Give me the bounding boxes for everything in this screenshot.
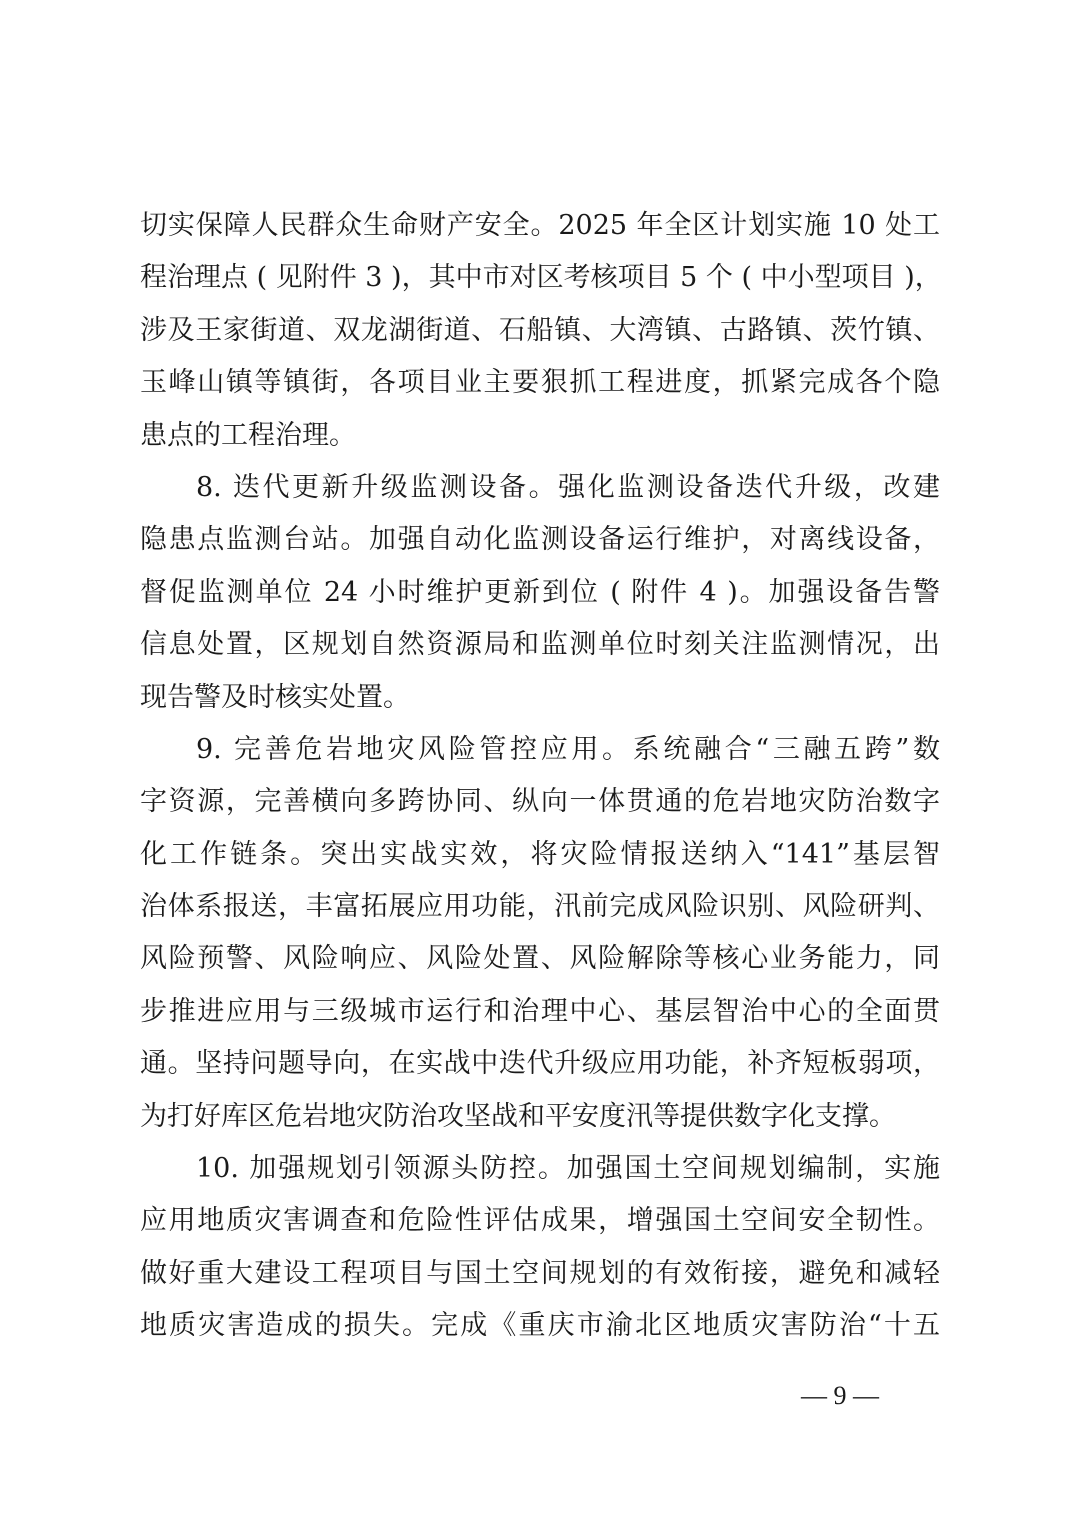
text-line: 玉峰山镇等镇街，各项目业主要狠抓工程进度，抓紧完成各个隐: [140, 367, 940, 399]
text-line: 切实保障人民群众生命财产安全。2025 年全区计划实施 10 处工: [140, 210, 940, 241]
text-line: 治体系报送，丰富拓展应用功能，汛前完成风险识别、风险研判、: [140, 891, 940, 923]
text-line: 程治理点 ( 见附件 3 )，其中市对区考核项目 5 个 ( 中小型项目 )，: [140, 262, 942, 294]
text-line: 信息处置，区规划自然资源局和监测单位时刻关注监测情况，出: [140, 629, 940, 661]
text-line: 涉及王家街道、双龙湖街道、石船镇、大湾镇、古路镇、茨竹镇、: [140, 314, 940, 346]
text-line: 做好重大建设工程项目与国土空间规划的有效衔接，避免和减轻: [140, 1257, 940, 1289]
section-heading-line: 10. 加强规划引领源头防控。加强国土空间规划编制，实施: [196, 1153, 940, 1185]
section-heading-line: 8. 迭代更新升级监测设备。强化监测设备迭代升级，改建: [196, 471, 940, 503]
section-heading-line: 9. 完善危岩地灾风险管控应用。系统融合“三融五跨”数: [196, 733, 940, 765]
text-line: 风险预警、风险响应、风险处置、风险解除等核心业务能力，同: [140, 943, 940, 975]
text-line: 化工作链条。突出实战实效，将灾险情报送纳入“141”基层智: [140, 838, 940, 870]
text-line: 患点的工程治理。: [140, 419, 356, 451]
text-line: 地质灾害造成的损失。完成《重庆市渝北区地质灾害防治“十五: [140, 1310, 940, 1342]
body-text: [140, 200, 940, 1353]
text-line: 现告警及时核实处置。: [140, 681, 410, 713]
text-line: 为打好库区危岩地灾防治攻坚战和平安度汛等提供数字化支撑。: [140, 1100, 896, 1132]
text-line: 通。坚持问题导向，在实战中迭代升级应用功能，补齐短板弱项，: [140, 1048, 940, 1080]
text-line: 应用地质灾害调查和危险性评估成果，增强国土空间安全韧性。: [140, 1205, 940, 1237]
text-line: 督促监测单位 24 小时维护更新到位 ( 附件 4 )。加强设备告警: [140, 576, 940, 608]
text-line: 字资源，完善横向多跨协同、纵向一体贯通的危岩地灾防治数字: [140, 786, 940, 818]
page-number: — 9 —: [801, 1381, 879, 1410]
text-line: 步推进应用与三级城市运行和治理中心、基层智治中心的全面贯: [140, 995, 940, 1027]
text-line: 隐患点监测台站。加强自动化监测设备运行维护，对离线设备，: [140, 524, 940, 556]
